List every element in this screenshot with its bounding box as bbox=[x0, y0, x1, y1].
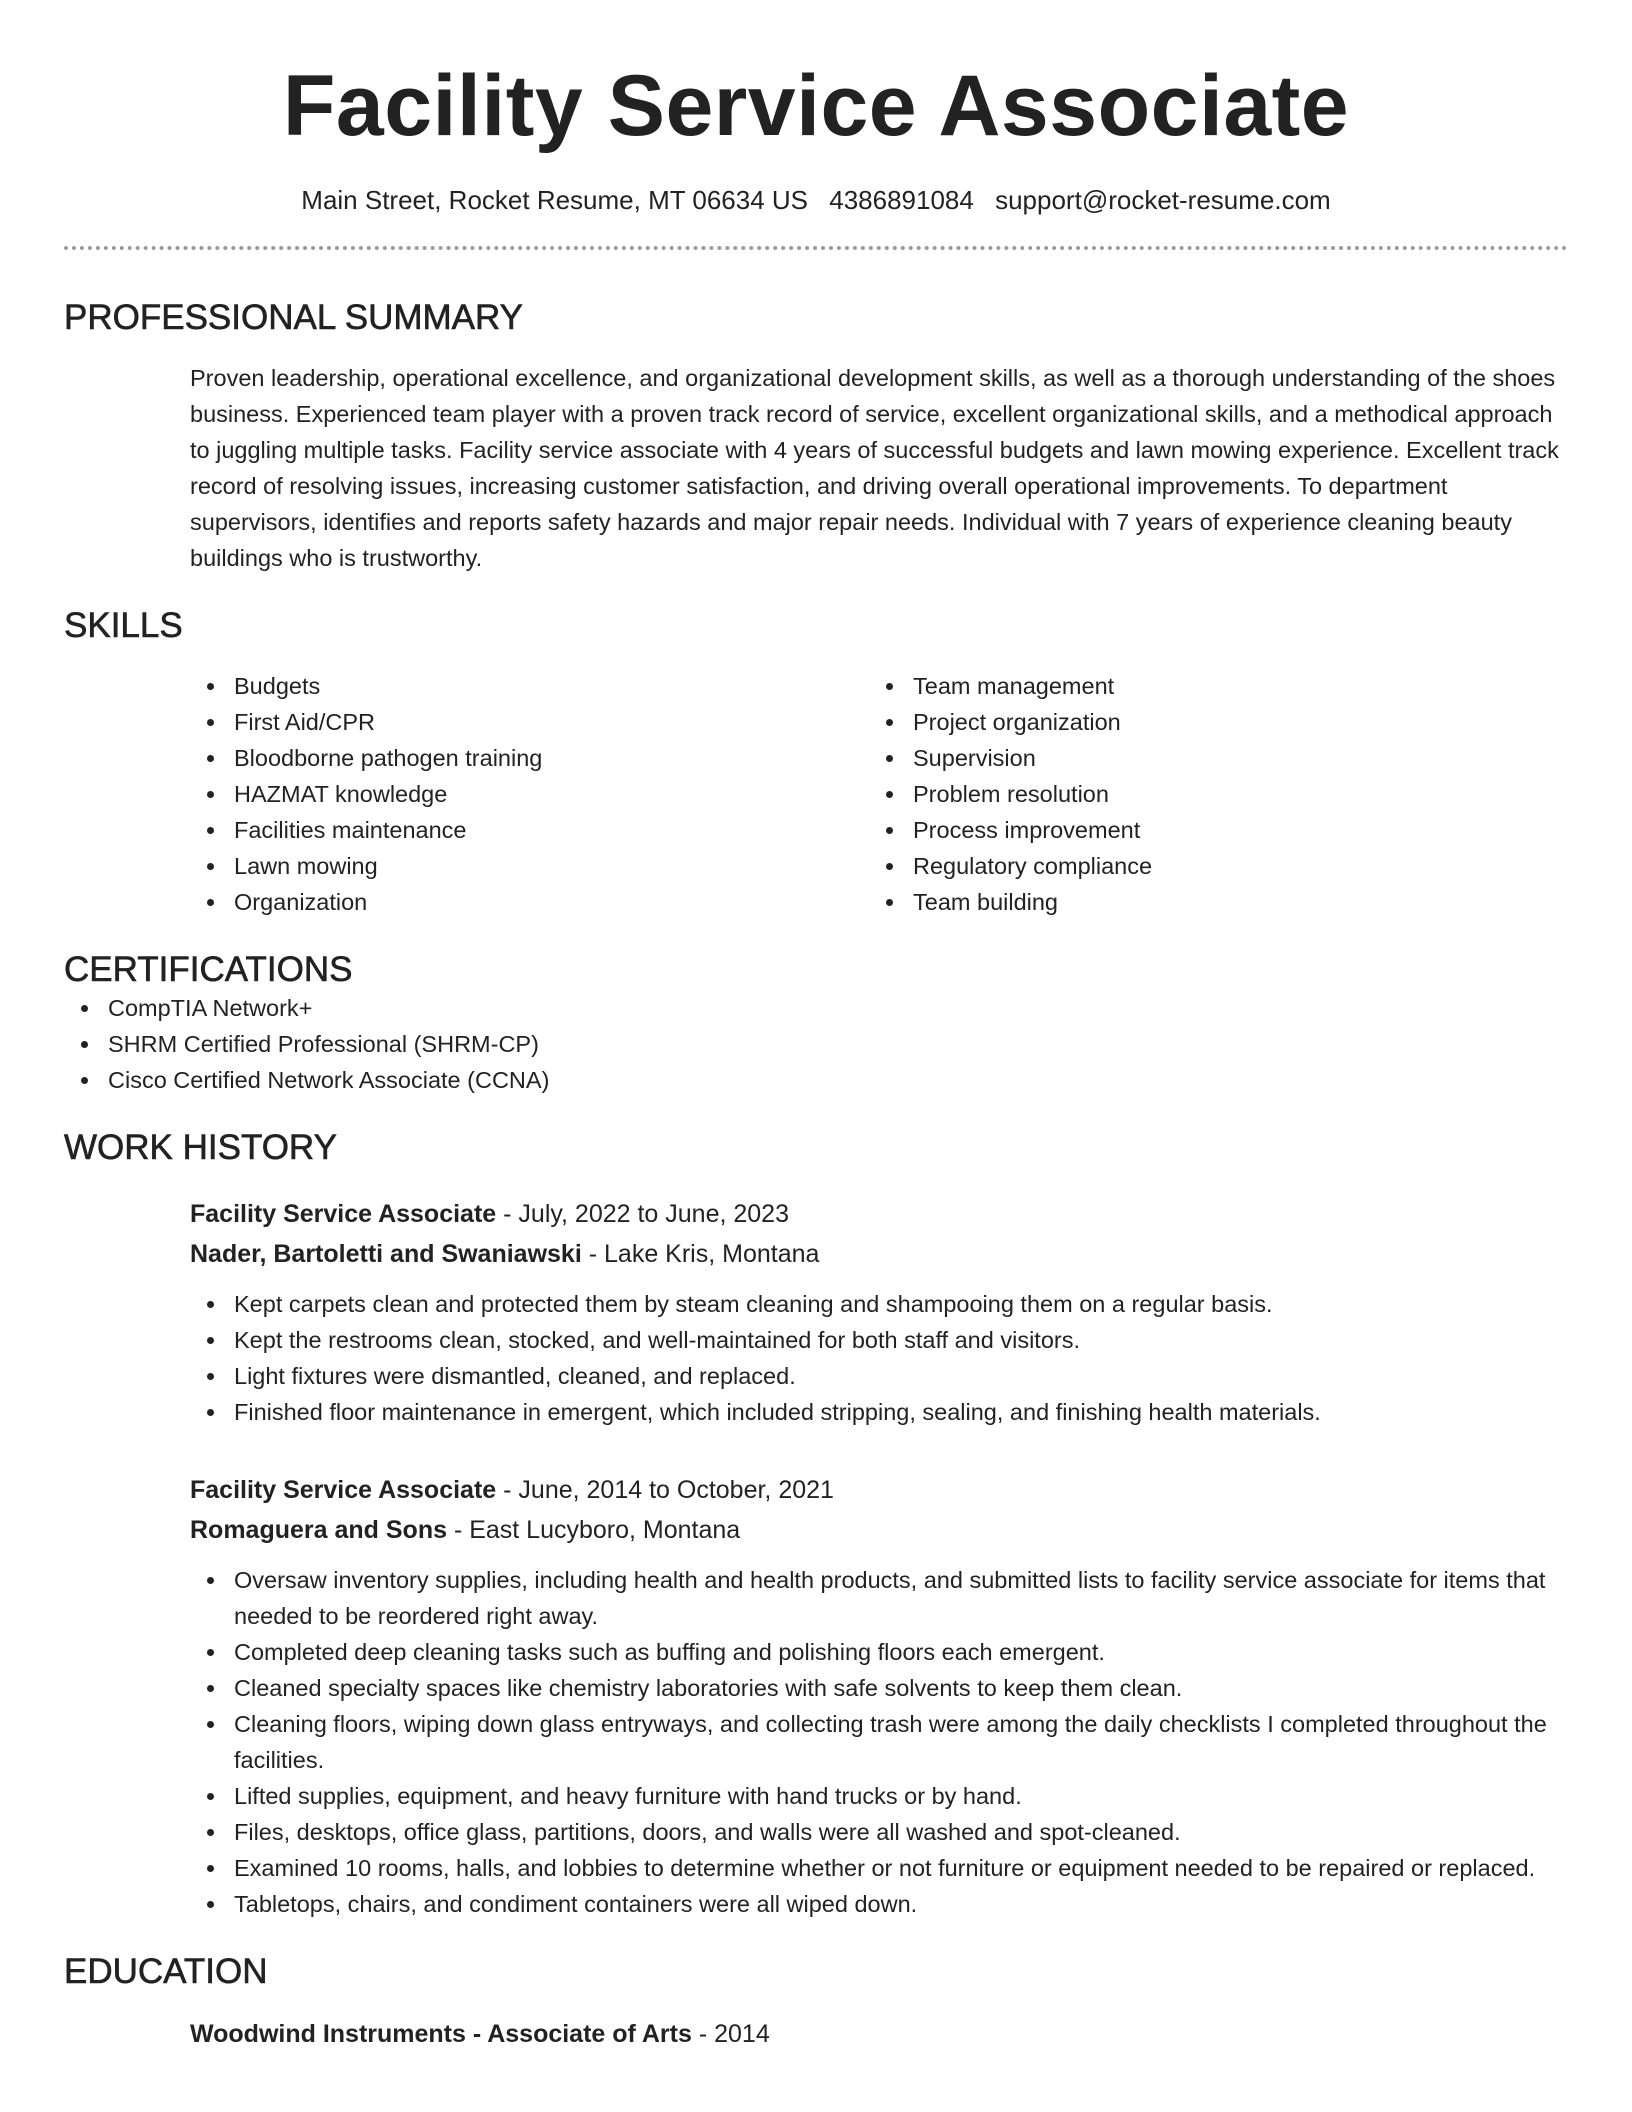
job-company: Nader, Bartoletti and Swaniawski bbox=[190, 1240, 582, 1268]
job-role-line bbox=[190, 1470, 1568, 1510]
skill-item: First Aid/CPR bbox=[190, 704, 869, 740]
certifications-heading: CERTIFICATIONS bbox=[64, 950, 353, 989]
job-role: Facility Service Associate bbox=[190, 1476, 497, 1504]
job-location: - Lake Kris, Montana bbox=[581, 1240, 820, 1268]
job-role: Facility Service Associate bbox=[190, 1200, 497, 1228]
job-duty: Completed deep cleaning tasks such as buffing and polishing floors each emergent. bbox=[190, 1634, 1568, 1670]
skills-grid bbox=[64, 668, 1568, 920]
skill-item: HAZMAT knowledge bbox=[190, 776, 869, 812]
skills-heading: SKILLS bbox=[64, 606, 183, 645]
job-duty: Finished floor maintenance in emergent, which included stripping, sealing, and finishing health materials. bbox=[190, 1394, 1568, 1430]
job-entry bbox=[64, 1194, 1568, 1430]
education-degree: Woodwind Instruments - Associate of Arts bbox=[190, 2020, 692, 2048]
contact-phone: 4386891084 bbox=[829, 185, 974, 215]
job-role-line bbox=[190, 1194, 1568, 1234]
job-duty: Light fixtures were dismantled, cleaned, and replaced. bbox=[190, 1358, 1568, 1394]
job-duty: Lifted supplies, equipment, and heavy furniture with hand trucks or by hand. bbox=[190, 1778, 1568, 1814]
job-duty: Files, desktops, office glass, partitions, doors, and walls were all washed and spot-cleaned. bbox=[190, 1814, 1568, 1850]
job-duty: Kept the restrooms clean, stocked, and well-maintained for both staff and visitors. bbox=[190, 1322, 1568, 1358]
job-duty: Kept carpets clean and protected them by steam cleaning and shampooing them on a regular basis. bbox=[190, 1286, 1568, 1322]
skill-item: Team management bbox=[869, 668, 1548, 704]
job-duty: Tabletops, chairs, and condiment containers were all wiped down. bbox=[190, 1886, 1568, 1922]
job-company: Romaguera and Sons bbox=[190, 1516, 447, 1544]
education-section bbox=[64, 1952, 1568, 2054]
certification-item: SHRM Certified Professional (SHRM-CP) bbox=[64, 1026, 1568, 1062]
skill-item: Regulatory compliance bbox=[869, 848, 1548, 884]
skill-item: Problem resolution bbox=[869, 776, 1548, 812]
summary-text: Proven leadership, operational excellence, and organizational development skills, as well as a thorough understanding of the shoes business. Experienced team player with a proven track record of service, excellent organizational skills, and a methodical approach to juggling multiple tasks. Facility service associate with 4 years of successful budgets and lawn mowing experience. Excellent track record of resolving issues, increasing customer satisfaction, and driving overall operational improvements. To department supervisors, identifies and reports safety hazards and major repair needs. Individual with 7 years of experience cleaning beauty buildings who is trustworthy. bbox=[190, 365, 1559, 571]
certification-item: Cisco Certified Network Associate (CCNA) bbox=[64, 1062, 1568, 1098]
candidate-title: Facility Service Associate bbox=[282, 58, 1350, 154]
education-heading: EDUCATION bbox=[64, 1952, 268, 1991]
summary-section bbox=[64, 298, 1568, 576]
job-duty: Cleaning floors, wiping down glass entryways, and collecting trash were among the daily checklists I completed throughout the facilities. bbox=[190, 1706, 1568, 1778]
job-duties-list bbox=[190, 1562, 1568, 1922]
job-location: - East Lucyboro, Montana bbox=[447, 1516, 741, 1544]
job-entry bbox=[64, 1470, 1568, 1922]
contact-line bbox=[64, 184, 1568, 216]
header-divider bbox=[64, 246, 1568, 250]
skill-item: Lawn mowing bbox=[190, 848, 869, 884]
education-year: - 2014 bbox=[691, 2020, 770, 2048]
skills-section bbox=[64, 606, 1568, 920]
skill-item: Organization bbox=[190, 884, 869, 920]
skill-item: Bloodborne pathogen training bbox=[190, 740, 869, 776]
job-company-line bbox=[190, 1234, 1568, 1274]
skills-left-list bbox=[190, 668, 869, 920]
contact-address: Main Street, Rocket Resume, MT 06634 US bbox=[301, 185, 809, 215]
education-entry bbox=[64, 2014, 1568, 2054]
work-history-heading: WORK HISTORY bbox=[64, 1128, 337, 1167]
job-duties-list bbox=[190, 1286, 1568, 1430]
job-duty: Cleaned specialty spaces like chemistry laboratories with safe solvents to keep them clean. bbox=[190, 1670, 1568, 1706]
skill-item: Team building bbox=[869, 884, 1548, 920]
job-duty: Oversaw inventory supplies, including health and health products, and submitted lists to facility service associate for items that needed to be reordered right away. bbox=[190, 1562, 1568, 1634]
job-duty: Examined 10 rooms, halls, and lobbies to determine whether or not furniture or equipment needed to be repaired or replaced. bbox=[190, 1850, 1568, 1886]
skills-right-list bbox=[869, 668, 1548, 920]
job-company-line bbox=[190, 1510, 1568, 1550]
job-dates: - July, 2022 to June, 2023 bbox=[496, 1200, 789, 1228]
skill-item: Facilities maintenance bbox=[190, 812, 869, 848]
job-dates: - June, 2014 to October, 2021 bbox=[496, 1476, 834, 1504]
certifications-section bbox=[64, 950, 1568, 1098]
certification-item: CompTIA Network+ bbox=[64, 990, 1568, 1026]
contact-email: support@rocket-resume.com bbox=[995, 185, 1331, 215]
skill-item: Supervision bbox=[869, 740, 1548, 776]
skill-item: Process improvement bbox=[869, 812, 1548, 848]
skill-item: Project organization bbox=[869, 704, 1548, 740]
work-history-section bbox=[64, 1128, 1568, 1922]
skill-item: Budgets bbox=[190, 668, 869, 704]
summary-heading: PROFESSIONAL SUMMARY bbox=[64, 298, 523, 337]
certifications-list bbox=[64, 990, 1568, 1098]
